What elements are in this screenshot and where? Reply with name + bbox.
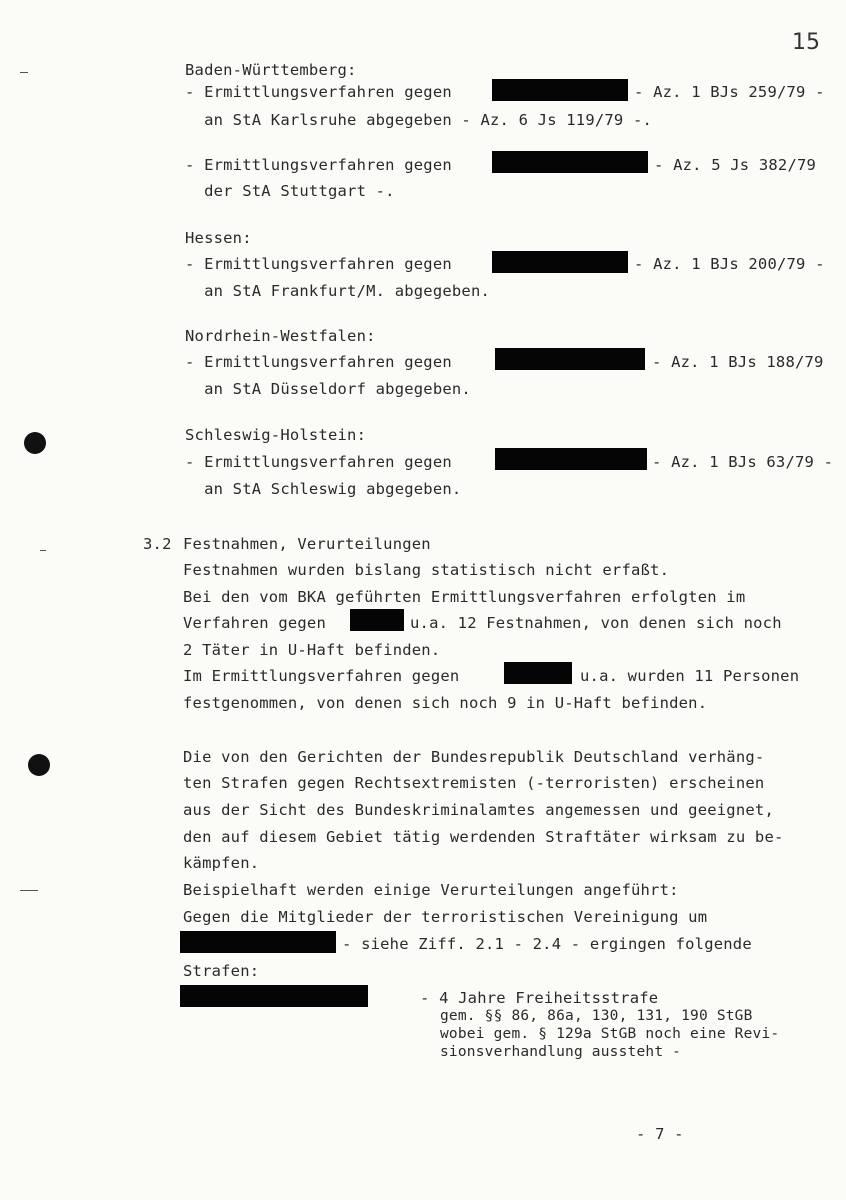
case-reference: - Az. 1 BJs 188/79 bbox=[652, 353, 824, 371]
state-heading: Hessen: bbox=[185, 229, 252, 247]
body-text-line: Bei den vom BKA geführten Ermittlungsverfahren erfolgten im bbox=[183, 588, 746, 606]
redaction-bar bbox=[504, 662, 572, 684]
sentence-line: gem. §§ 86, 86a, 130, 131, 190 StGB bbox=[440, 1008, 753, 1024]
body-text-line: Beispielhaft werden einige Verurteilungen angeführt: bbox=[183, 881, 679, 899]
procedure-line: an StA Schleswig abgegeben. bbox=[185, 480, 462, 498]
case-reference: - Az. 1 BJs 200/79 - bbox=[634, 255, 825, 273]
punch-hole-bottom bbox=[28, 754, 50, 776]
sentence-line: - 4 Jahre Freiheitsstrafe bbox=[420, 989, 659, 1007]
state-heading: Nordrhein-Westfalen: bbox=[185, 327, 376, 345]
section-title: Festnahmen, Verurteilungen bbox=[183, 535, 431, 553]
body-text-line: den auf diesem Gebiet tätig werdenden Straftäter wirksam zu be- bbox=[183, 828, 784, 846]
procedure-line: - Ermittlungsverfahren gegen bbox=[185, 83, 452, 101]
state-heading: Baden-Württemberg: bbox=[185, 61, 357, 79]
punch-hole-top bbox=[24, 432, 46, 454]
case-reference: - Az. 1 BJs 63/79 - bbox=[652, 453, 834, 471]
procedure-line: - Ermittlungsverfahren gegen bbox=[185, 156, 452, 174]
body-text-line: festgenommen, von denen sich noch 9 in U-Haft befinden. bbox=[183, 694, 708, 712]
procedure-line: der StA Stuttgart -. bbox=[185, 182, 395, 200]
redaction-bar bbox=[492, 151, 648, 173]
case-reference: - Az. 1 BJs 259/79 - bbox=[634, 83, 825, 101]
body-text-line: Im Ermittlungsverfahren gegen bbox=[183, 667, 460, 685]
state-heading: Schleswig-Holstein: bbox=[185, 426, 367, 444]
body-text-line: Festnahmen wurden bislang statistisch nicht erfaßt. bbox=[183, 561, 670, 579]
procedure-line: - Ermittlungsverfahren gegen bbox=[185, 453, 452, 471]
margin-tick bbox=[40, 550, 46, 551]
page-footer-number: - 7 - bbox=[636, 1125, 684, 1143]
body-text-line: 2 Täter in U-Haft befinden. bbox=[183, 641, 441, 659]
redaction-bar bbox=[492, 251, 628, 273]
archive-page-number: 15 bbox=[792, 30, 820, 55]
body-text-line: aus der Sicht des Bundeskriminalamtes angemessen und geeignet, bbox=[183, 801, 774, 819]
procedure-line: - Ermittlungsverfahren gegen bbox=[185, 255, 452, 273]
body-text-line: kämpfen. bbox=[183, 854, 260, 872]
body-text-line: u.a. wurden 11 Personen bbox=[580, 667, 800, 685]
procedure-line: an StA Düsseldorf abgegeben. bbox=[185, 380, 471, 398]
margin-tick bbox=[20, 890, 38, 891]
body-text-line: - siehe Ziff. 2.1 - 2.4 - ergingen folgende bbox=[342, 935, 752, 953]
body-text-line: Gegen die Mitglieder der terroristischen Vereinigung um bbox=[183, 908, 708, 926]
sentence-line: wobei gem. § 129a StGB noch eine Revi- bbox=[440, 1026, 780, 1042]
redaction-bar bbox=[350, 609, 404, 631]
redaction-bar bbox=[492, 79, 628, 101]
redaction-bar bbox=[495, 448, 647, 470]
case-reference: - Az. 5 Js 382/79 bbox=[654, 156, 817, 174]
section-number: 3.2 bbox=[143, 535, 172, 553]
procedure-line: - Ermittlungsverfahren gegen bbox=[185, 353, 452, 371]
body-text-line: Verfahren gegen bbox=[183, 614, 326, 632]
procedure-line: an StA Frankfurt/M. abgegeben. bbox=[185, 282, 491, 300]
redaction-bar bbox=[495, 348, 645, 370]
margin-tick bbox=[20, 72, 28, 73]
procedure-line: an StA Karlsruhe abgegeben - Az. 6 Js 119/79 -. bbox=[185, 111, 653, 129]
body-text-line: Die von den Gerichten der Bundesrepublik Deutschland verhäng- bbox=[183, 748, 765, 766]
body-text-line: Strafen: bbox=[183, 962, 260, 980]
redaction-bar bbox=[180, 931, 336, 953]
redaction-bar bbox=[180, 985, 368, 1007]
body-text-line: u.a. 12 Festnahmen, von denen sich noch bbox=[410, 614, 782, 632]
body-text-line: ten Strafen gegen Rechtsextremisten (-terroristen) erscheinen bbox=[183, 774, 765, 792]
sentence-line: sionsverhandlung aussteht - bbox=[440, 1044, 682, 1060]
